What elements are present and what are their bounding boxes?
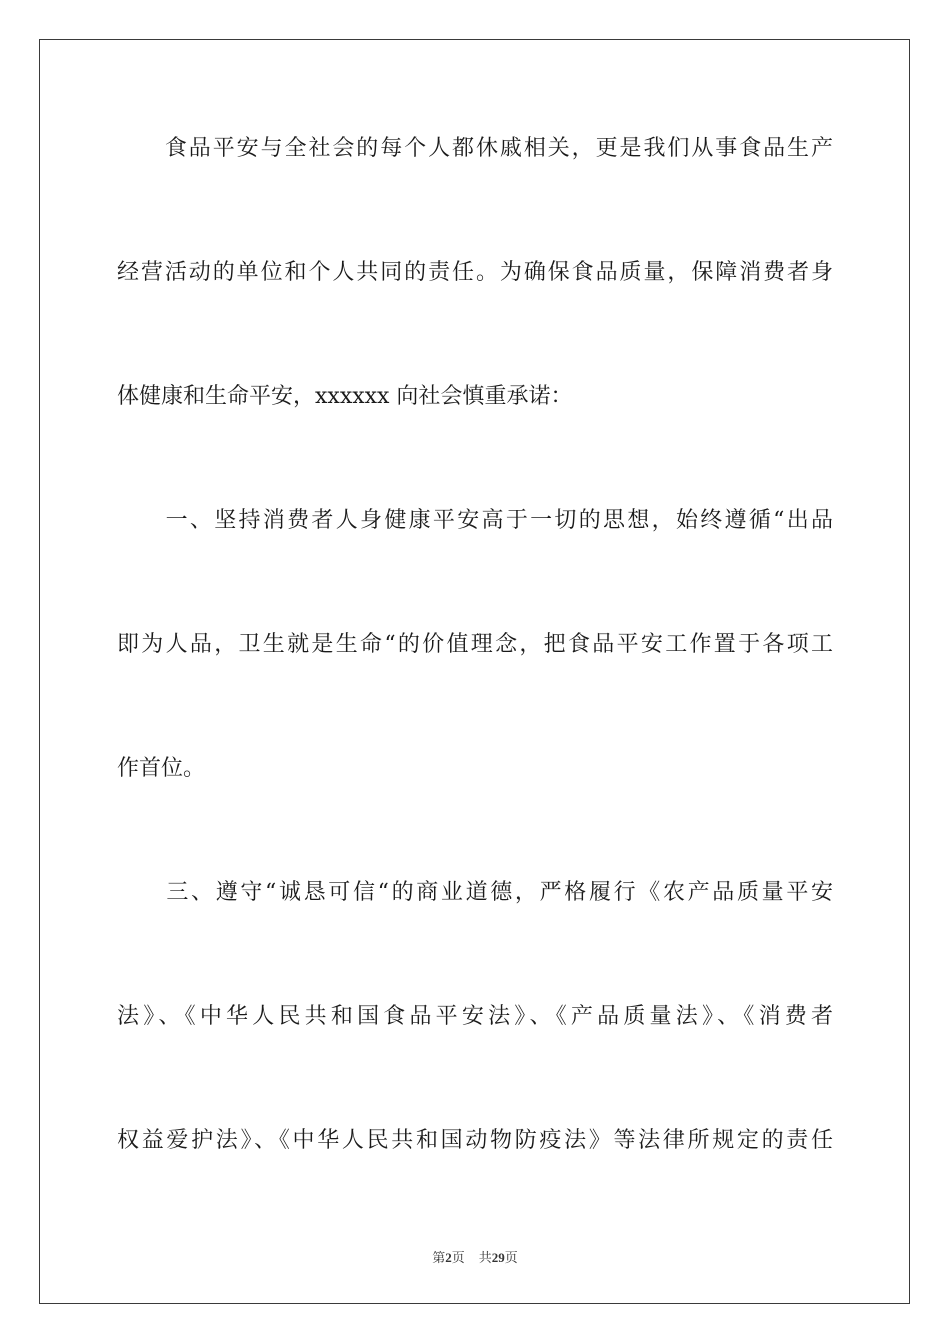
- page-number: 2: [445, 1250, 452, 1265]
- paragraph-3-line-2: 法》、《中华人民共和国食品平安法》、《产品质量法》、《消费者: [117, 1004, 833, 1029]
- total-prefix: 共: [478, 1250, 492, 1265]
- paragraph-2-line-3: 作首位。: [117, 756, 206, 781]
- page-prefix: 第: [432, 1250, 446, 1265]
- page-footer: [0, 1247, 950, 1266]
- total-pages: 29: [491, 1250, 505, 1265]
- page-suffix: 页: [451, 1250, 465, 1265]
- paragraph-1-line-1: 食品平安与全社会的每个人都休戚相关，更是我们从事食品生产: [117, 136, 833, 161]
- paragraph-2-line-2: 即为人品，卫生就是生命“的价值理念，把食品平安工作置于各项工: [117, 632, 833, 657]
- paragraph-3-line-3: 权益爱护法》、《中华人民共和国动物防疫法》等法律所规定的责任: [117, 1128, 833, 1153]
- total-suffix: 页: [504, 1250, 518, 1265]
- paragraph-1-line-2: 经营活动的单位和个人共同的责任。为确保食品质量，保障消费者身: [117, 260, 833, 285]
- paragraph-3-line-1: 三、遵守“诚恳可信“的商业道德，严格履行《农产品质量平安: [117, 880, 833, 905]
- page-border: [39, 39, 910, 1304]
- paragraph-1-line-3: 体健康和生命平安，xxxxxx 向社会慎重承诺：: [117, 384, 573, 409]
- paragraph-2-line-1: 一、坚持消费者人身健康平安高于一切的思想，始终遵循“出品: [117, 508, 833, 533]
